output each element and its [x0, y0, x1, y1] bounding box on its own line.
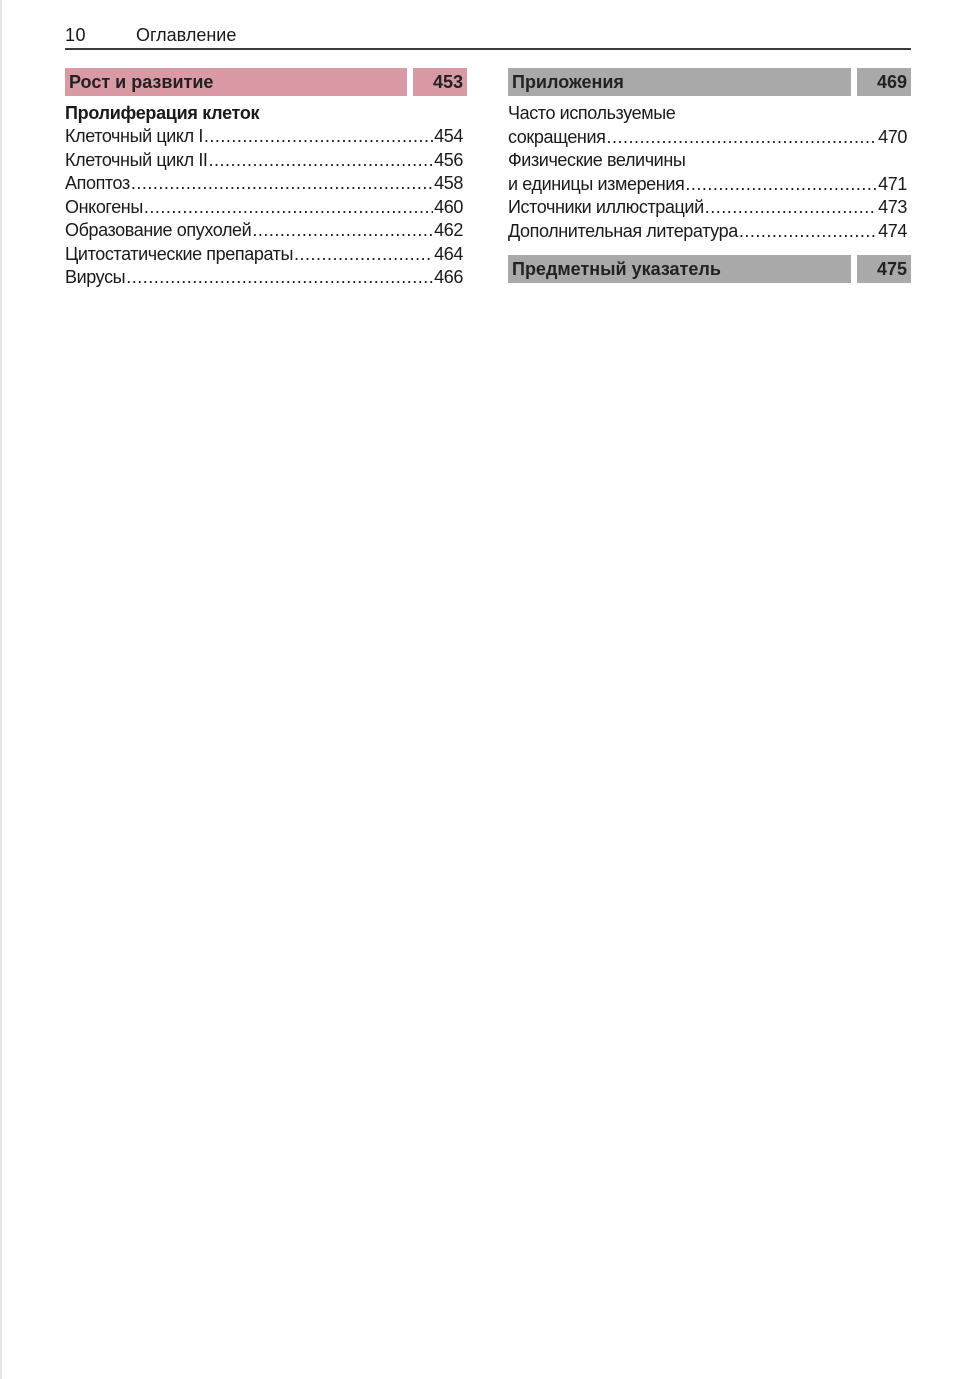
- dot-leader: [204, 125, 433, 149]
- dot-leader: [739, 220, 877, 244]
- toc-left-column: [65, 68, 467, 290]
- entry-page: 466: [434, 267, 463, 287]
- entry-label: Образование опухолей: [65, 220, 252, 240]
- section-title: Предметный указатель: [508, 255, 851, 283]
- entry-label: Дополнительная литература: [508, 220, 738, 241]
- section-page: 453: [413, 68, 467, 96]
- entry-page: 474: [878, 220, 907, 241]
- entry-label: Источники иллюстраций: [508, 197, 704, 217]
- entry-page: 454: [434, 126, 463, 146]
- entry-page: 460: [434, 196, 463, 217]
- page-header: [65, 24, 911, 50]
- dot-leader: [685, 173, 877, 197]
- entry-page: 458: [434, 173, 463, 193]
- entry-label: Апоптоз: [65, 173, 130, 193]
- toc-entry[interactable]: [65, 149, 467, 173]
- entry-label: и единицы измерения: [508, 173, 685, 194]
- dot-leader: [144, 196, 433, 220]
- entry-label: Клеточный цикл II: [65, 149, 208, 170]
- toc-section-index[interactable]: [508, 255, 911, 283]
- running-title: Оглавление: [136, 25, 237, 45]
- entry-label: Клеточный цикл I: [65, 126, 203, 146]
- section-page: 469: [857, 68, 911, 96]
- dot-leader: [252, 219, 433, 243]
- toc-entry[interactable]: [508, 126, 911, 150]
- toc-entry[interactable]: [508, 173, 911, 197]
- dot-leader: [705, 196, 877, 220]
- toc-entry[interactable]: [508, 196, 911, 220]
- page-edge: [0, 0, 2, 1379]
- toc-section-growth[interactable]: [65, 68, 467, 96]
- dot-leader: [131, 172, 433, 196]
- page-number: 10: [65, 25, 87, 45]
- dot-leader: [606, 126, 877, 150]
- dot-leader: [126, 266, 433, 290]
- entry-page: 462: [434, 220, 463, 240]
- entry-page: 464: [434, 243, 463, 264]
- dot-leader: [294, 243, 433, 267]
- toc-entry[interactable]: [65, 196, 467, 220]
- section-title: Приложения: [508, 68, 851, 96]
- entry-label: Онкогены: [65, 196, 143, 217]
- toc-entry[interactable]: [65, 125, 467, 149]
- spacer: [508, 243, 911, 255]
- entry-label: Цитостатические препараты: [65, 243, 294, 264]
- toc-section-appendix[interactable]: [508, 68, 911, 96]
- entry-label-line1: Часто используемые: [508, 103, 676, 123]
- toc-entry[interactable]: [65, 266, 467, 290]
- toc-subheading: Пролиферация клеток: [65, 103, 260, 123]
- dot-leader: [209, 149, 434, 173]
- entry-page: 470: [878, 126, 907, 147]
- entry-page: 471: [878, 173, 907, 194]
- entry-page: 473: [878, 197, 907, 217]
- entry-label: сокращения: [508, 126, 606, 147]
- entry-label: Вирусы: [65, 267, 126, 287]
- entry-page: 456: [434, 149, 463, 170]
- toc-entry[interactable]: [65, 243, 467, 267]
- toc-right-column: [508, 68, 911, 289]
- entry-label-line1: Физические величины: [508, 150, 686, 170]
- toc-entry[interactable]: [65, 172, 467, 196]
- toc-entry[interactable]: [508, 220, 911, 244]
- section-title: Рост и развитие: [65, 68, 407, 96]
- toc-entry[interactable]: [65, 219, 467, 243]
- section-page: 475: [857, 255, 911, 283]
